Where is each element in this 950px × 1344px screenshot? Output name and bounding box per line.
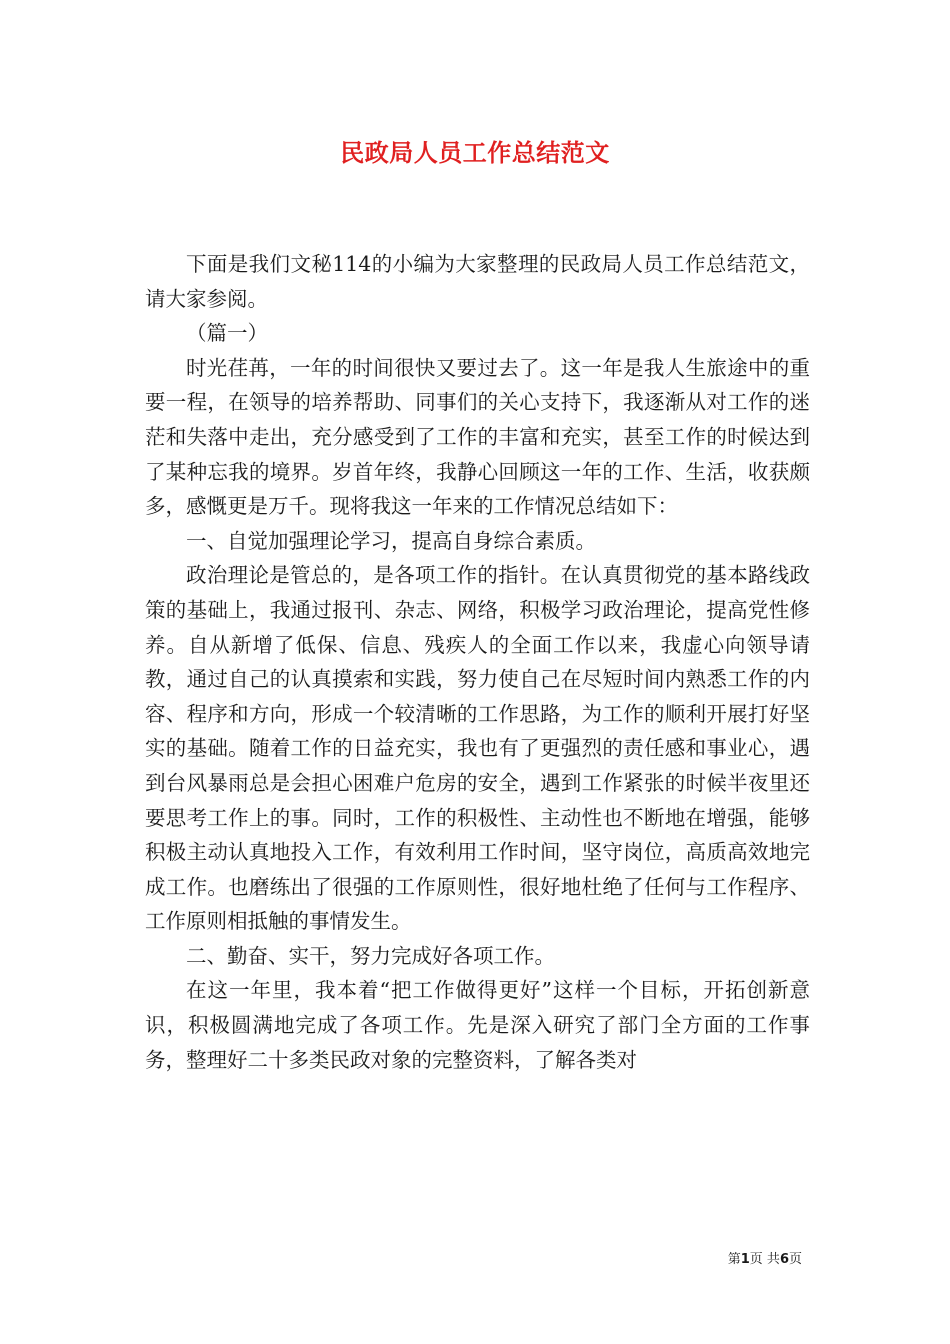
footer-middle: 页 共: [749, 1252, 780, 1267]
footer-prefix: 第: [727, 1252, 741, 1267]
body-paragraph: 时光荏苒，一年的时间很快又要过去了。这一年是我人生旅途中的重要一程，在领导的培养帮助、同事们的关心支持下，我逐渐从对工作的迷茫和失落中走出，充分感受到了工作的丰富和充实，甚至工作的时候达到了某种忘我的境界。岁首年终，我静心回顾这一年的工作、生活，收获颇多，感慨更是万千。现将我这一年来的工作情况总结如下：: [145, 355, 810, 519]
footer-suffix: 页: [788, 1252, 802, 1267]
body-paragraph: 政治理论是管总的，是各项工作的指针。在认真贯彻党的基本路线政策的基础上，我通过报刊、杂志、网络，积极学习政治理论，提高党性修养。自从新增了低保、信息、残疾人的全面工作以来，我虚心向领导请教，通过自己的认真摸索和实践，努力使自己在尽短时间内熟悉工作的内容、程序和方向，形成一个较清晰的工作思路，为工作的顺利开展打好坚实的基础。随着工作的日益充实，我也有了更强烈的责任感和事业心，遇到台风暴雨总是会担心困难户危房的安全，遇到工作紧张的时候半夜里还要思考工作上的事。同时，工作的积极性、主动性也不断地在增强，能够积极主动认真地投入工作，有效利用工作时间，坚守岗位，高质高效地完成工作。也磨练出了很强的工作原则性，很好地杜绝了任何与工作程序、工作原则相抵触的事情发生。: [145, 563, 810, 934]
section-heading: 一、自觉加强理论学习，提高自身综合素质。: [186, 528, 596, 553]
current-page-number: 1: [740, 1252, 750, 1267]
intro-paragraph: 下面是我们文秘114的小编为大家整理的民政局人员工作总结范文，请大家参阅。: [145, 252, 810, 311]
section-heading: 二、勤奋、实干，努力完成好各项工作。: [186, 943, 555, 968]
body-paragraph: 在这一年里，我本着“把工作做得更好”这样一个目标，开拓创新意识，积极圆满地完成了各项工作。先是深入研究了部门全方面的工作事务，整理好二十多类民政对象的完整资料，了解各类对: [145, 978, 810, 1072]
document-title: 民政局人员工作总结范文: [340, 138, 610, 167]
document-body: [145, 247, 810, 1077]
total-page-number: 6: [779, 1252, 789, 1267]
page-number-footer: [728, 1248, 802, 1267]
section-label: （篇一）: [186, 321, 268, 346]
